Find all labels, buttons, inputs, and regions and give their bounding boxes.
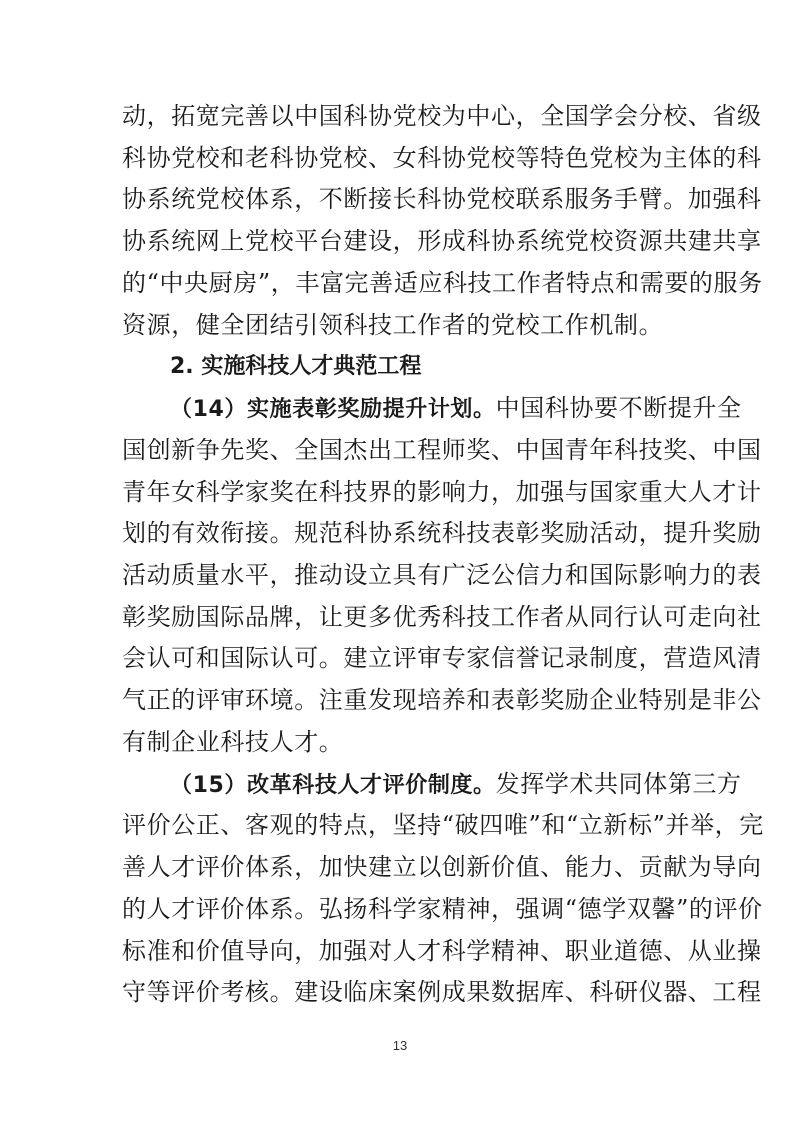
item-first-line	[170, 388, 742, 430]
text-line: 气正的评审环境。注重发现培养和表彰奖励企业特别是非公	[122, 686, 762, 715]
item-first-text: 发挥学术共同体第三方	[495, 769, 742, 798]
text-line: 科协党校和老科协党校、女科协党校等特色党校为主体的科	[122, 143, 762, 172]
text-line: 守等评价考核。建设临床案例成果数据库、科研仪器、工程	[122, 978, 762, 1007]
text-line: 青年女科学家奖在科技界的影响力，加强与国家重大人才计	[122, 477, 762, 506]
text-line: 活动质量水平，推动设立具有广泛公信力和国际影响力的表	[122, 561, 762, 589]
text-line: 善人才评价体系，加快建立以创新价值、能力、贡献为导向	[122, 853, 762, 882]
text-line: 的人才评价体系。弘扬科学家精神，强调“德学双馨”的评价	[122, 894, 763, 923]
text-line: 协系统网上党校平台建设，形成科协系统党校资源共建共享	[122, 227, 762, 256]
item-first-line	[170, 764, 742, 806]
text-line: 标准和价值导向，加强对人才科学精神、职业道德、从业操	[122, 936, 762, 965]
text-line: 有制企业科技人才。	[122, 727, 344, 756]
item-lead: （15）改革科技人才评价制度。	[170, 772, 496, 798]
item-first-text: 中国科协要不断提升全	[495, 394, 742, 423]
text-line: 会认可和国际认可。建立评审专家信誉记录制度，营造风清	[122, 644, 762, 673]
text-line: 动，拓宽完善以中国科协党校为中心，全国学会分校、省级	[122, 102, 762, 130]
text-line: 划的有效衔接。规范科协系统科技表彰奖励活动，提升奖励	[122, 519, 762, 548]
text-line: 资源，健全团结引领科技工作者的党校工作机制。	[122, 310, 664, 339]
item-lead: （14）实施表彰奖励提升计划。	[170, 397, 496, 423]
text-line: 国创新争先奖、全国杰出工程师奖、中国青年科技奖、中国	[122, 435, 762, 464]
text-line: 的“中央厨房”，丰富完善适应科技工作者特点和需要的服务	[122, 268, 763, 297]
page-number: 13	[392, 1038, 408, 1053]
text-line: 协系统党校体系，不断接长科协党校联系服务手臂。加强科	[122, 185, 762, 214]
text-line: 评价公正、客观的特点，坚持“破四唯”和“立新标”并举，完	[122, 811, 764, 840]
section-heading: 2. 实施科技人才典范工程	[170, 354, 422, 380]
text-line: 彰奖励国际品牌，让更多优秀科技工作者从同行认可走向社	[122, 602, 762, 631]
